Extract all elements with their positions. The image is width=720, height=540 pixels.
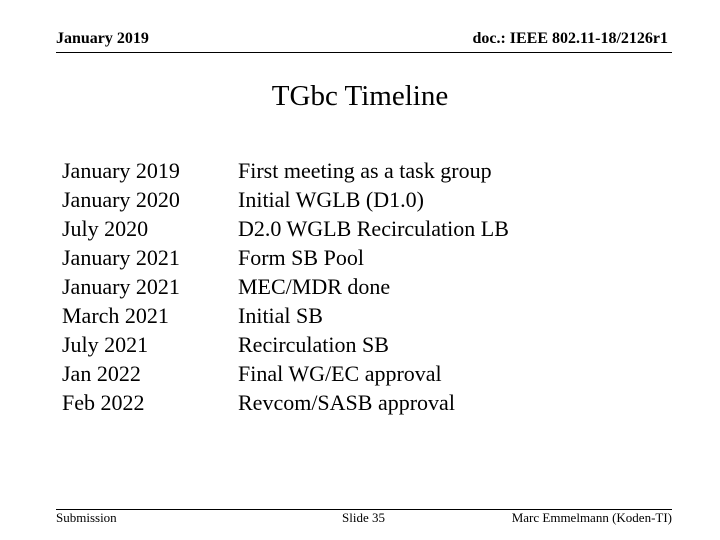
- timeline-row: [62, 301, 509, 330]
- timeline-event: MEC/MDR done: [238, 273, 391, 299]
- footer-slide-number: Slide 35: [342, 510, 385, 525]
- timeline-row: [62, 214, 509, 243]
- timeline-row: [62, 330, 509, 359]
- header-divider: [56, 52, 672, 53]
- timeline-date: Feb 2022: [62, 389, 145, 415]
- timeline-event: Recirculation SB: [238, 331, 389, 357]
- timeline-row: [62, 156, 509, 185]
- header-doc-id: doc.: IEEE 802.11-18/2126r1: [472, 30, 668, 47]
- timeline-event: Final WG/EC approval: [238, 360, 442, 386]
- timeline-date: January 2019: [62, 157, 180, 183]
- timeline-date: January 2021: [62, 273, 180, 299]
- timeline-row: [62, 388, 509, 417]
- timeline-row: [62, 185, 509, 214]
- footer-submission: Submission: [56, 510, 117, 525]
- timeline-date: January 2021: [62, 244, 180, 270]
- footer-author: Marc Emmelmann (Koden-TI): [511, 510, 672, 525]
- timeline-date: July 2021: [62, 331, 149, 357]
- timeline-date: July 2020: [62, 215, 149, 241]
- timeline-row: [62, 272, 509, 301]
- timeline-event: Form SB Pool: [238, 244, 364, 270]
- timeline-list: [62, 156, 509, 417]
- timeline-date: Jan 2022: [62, 360, 141, 386]
- timeline-event: D2.0 WGLB Recirculation LB: [238, 215, 509, 241]
- timeline-event: Initial WGLB (D1.0): [238, 186, 424, 212]
- timeline-date: January 2020: [62, 186, 180, 212]
- timeline-event: First meeting as a task group: [238, 157, 492, 183]
- timeline-row: [62, 243, 509, 272]
- timeline-event: Revcom/SASB approval: [238, 389, 455, 415]
- timeline-date: March 2021: [62, 302, 169, 328]
- header-date: January 2019: [56, 30, 149, 47]
- timeline-event: Initial SB: [238, 302, 323, 328]
- timeline-row: [62, 359, 509, 388]
- slide-title: TGbc Timeline: [271, 80, 449, 112]
